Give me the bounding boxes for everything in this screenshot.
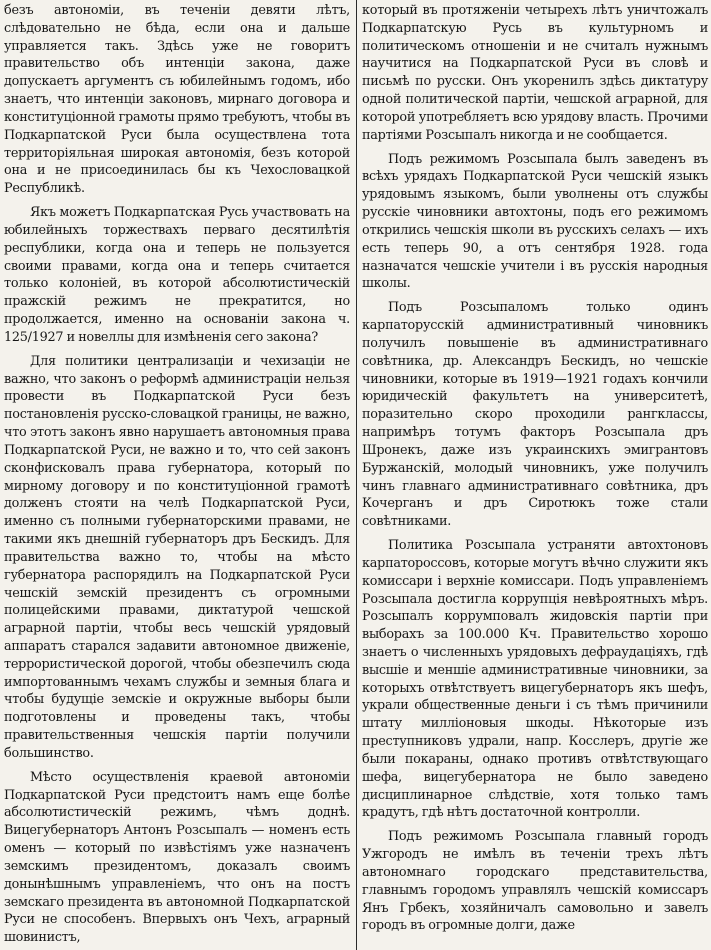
paragraph: Политика Розсыпала устраняти автохтоновъ карпатороссовъ, которые могутъ вѣчно служити якъ комиссари і верхніе комиссари. Подъ управленіемъ Розсыпала достигла коррупція невѣроятныхъ мѣръ. Розсыпалъ коррумповалъ жидовскія партіи при выборахъ за 100.000 Кч. Правительство хорошо знаетъ о численныхъ урядовыхъ дефраудаціяхъ, гдѣ высшіе и меншіе административные чиновники, за которыхъ отвѣтствуетъ вицегубернаторъ якъ шефъ, украли общественные деньги і съ тѣмъ причинили штату милліоновыя шкоды. Нѣкоторые изъ преступниковъ удрали, напр. Косслеръ, другіе же были покараны, однако противъ отвѣтствующаго шефа, вицегубернатора не было заведено дисциплинарное слѣдствіе, хотя только тамъ крадутъ, гдѣ нѣтъ достаточной контролли. <box>362 538 708 821</box>
paragraph: Для политики централизаціи и чехизаціи не важно, что законъ о реформѣ администраціи нельзя провести въ Подкарпатской Руси безъ постановленія русско-словацкой границы, не важно, что этотъ законъ явно нарушаетъ автономныя права Подкарпатской Руси, не важно и то, что сей законъ сконфисковалъ права губернатора, который по мирному договору и по конституціонной грамотѣ долженъ стояти на челѣ Подкарпатской Руси, именно съ полными губернаторскими правами, не такими якъ днешній губернаторъ дръ Бескидъ. Для правительства важно то, чтобы на мѣсто губернатора распорядилъ на Подкарпатской Руси чешскій земскій президентъ съ огромными полицейскими правами, диктатурой чешской аграрной партіи, чтобы весь чешскій урядовый аппаратъ старался задавити автономное движеніе, террористической дорогой, чтобы обезпечилъ сюда импортованнымъ чехамъ службы и земныя блага и чтобы будущіе земскіе и окружные выборы были подготовлены и проведены такъ, чтобы правительственныя чешскія партіи получили большинство. <box>4 353 350 761</box>
column-divider <box>356 0 357 950</box>
paragraph: Подъ режимомъ Розсыпала былъ заведенъ въ всѣхъ урядахъ Подкарпатской Руси чешскій языкъ урядовымъ языкомъ, были уволнены отъ службы русскіе чиновники автохтоны, подъ его режимомъ открились чешскія школи въ русскихъ селахъ — ихъ есть теперь 90, а отъ сентября 1928. года назначатся чешскіе учители і въ русскія народныя школы. <box>362 151 708 292</box>
left-column <box>4 2 350 947</box>
paragraph: Подъ Розсыпаломъ только одинъ карпаторусскій административный чиновникъ получилъ повышеніе въ административнаго совѣтника, др. Александръ Бескидъ, но чешскіе чиновники, которые въ 1919—1921 годахъ кончили юридическій факультетъ на университетѣ, поразительно скоро проходили рангклассы, напримѣръ тотумъ факторъ Розсыпала дръ Шронекъ, даже изъ украинскихъ эмигрантовъ Буржанскій, молодый чиновникъ, уже получилъ чинъ главнаго административнаго совѣтника, дръ Кочерганъ и дръ Сиротюкъ тоже стали совѣтниками. <box>362 300 708 530</box>
right-column <box>362 2 708 935</box>
paragraph: который въ протяженіи четырехъ лѣтъ уничтожалъ Подкарпатскую Русь въ культурномъ и политическомъ отношеніи и не считалъ нужнымъ научитися на Подкарпатской Руси въ словѣ и письмѣ по русски. Онъ укоренилъ здѣсь диктатуру одной политической партіи, чешской аграрной, для которой употребляетъ всю урядову власть. Прочими партіями Розсыпалъ никогда и не сообщается. <box>362 3 708 143</box>
paragraph: Якъ можетъ Подкарпатская Русь участвовать на юбилейныхъ торжествахъ перваго десятилѣтія республики, когда она и теперь не пользуется своими правами, когда она и теперь считается только колоніей, въ которой абсолютистическій пражскій режимъ не прекратится, но продолжается, именно на основаніи закона ч. 125/1927 и новеллы для измѣненія сего закона? <box>4 205 350 345</box>
paragraph: безъ автономіи, въ теченіи девяти лѣтъ, слѣдовательно не бѣда, если она и дальше управляется такъ. Здѣсь уже не говоритъ правительство объ интенціи закона, даже допускаетъ аргументъ съ юбилейнымъ годомъ, ибо знаетъ, что интенціи законовъ, мирнаго договора и конституціонной грамоты прямо требуютъ, чтобы въ Подкарпатской Руси была осуществлена тота территоріяльная широкая автономія, безъ которой она и не присоединилась бы къ Чехословацкой Республикѣ. <box>4 3 350 197</box>
paragraph: Подъ режимомъ Розсыпала главный городъ Ужгородъ не имѣлъ въ теченіи трехъ лѣтъ автономнаго городскаго представительства, главнымъ городомъ управлялъ чешскій комиссаръ Янъ Грбекъ, хозяйничалъ самовольно и завелъ городъ въ огромные долги, даже <box>362 829 708 934</box>
paragraph: Мѣсто осуществленія краевой автономіи Подкарпатской Руси предстоитъ намъ еще болѣе абсолютистическій режимъ, чѣмъ доднѣ. Вицегубернаторъ Антонъ Розсыпалъ — номенъ есть оменъ — который по извѣстіямъ уже назначенъ земскимъ президентомъ, доказалъ своимъ донынѣшнымъ управленіемъ, что онъ на постъ земскаго президента въ автономной Подкарпатской Руси не способенъ. Впервыхъ онъ Чехъ, аграрный шовинистъ, <box>4 769 350 946</box>
